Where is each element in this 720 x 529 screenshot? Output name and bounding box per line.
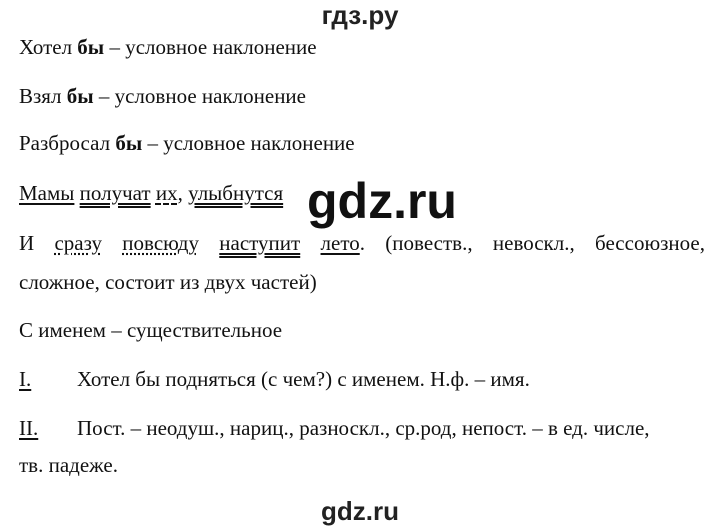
predicate-word: получат <box>79 181 151 205</box>
text-line-1 <box>19 34 317 60</box>
watermark-top: гдз.ру <box>321 0 399 30</box>
watermark-middle: gdz.ru <box>303 174 461 228</box>
particle-bold: бы <box>77 35 105 59</box>
comma: , <box>177 181 183 205</box>
verb-word: Взял <box>19 84 62 108</box>
text-line-9 <box>19 415 650 441</box>
list-number-2: II. <box>19 416 39 440</box>
line-rest: – условное наклонение <box>104 35 317 59</box>
adverb-word-2: повсюду <box>122 231 199 255</box>
subject-word: лето <box>320 231 360 255</box>
text-line-4 <box>19 180 283 206</box>
verb-word: Хотел <box>19 35 73 59</box>
subject-word: Мамы <box>19 181 75 205</box>
conjunction-word: И <box>19 231 35 255</box>
list-number-1: I. <box>19 367 32 391</box>
text-line-10: тв. падеже. <box>19 453 118 477</box>
particle-bold: бы <box>66 84 94 108</box>
text-line-3 <box>19 130 355 156</box>
predicate-word-2: улыбнутся <box>188 181 284 205</box>
line-rest: – условное наклонение <box>93 84 306 108</box>
text-line-7: С именем – существительное <box>19 318 283 342</box>
list-text-1: Хотел бы подняться (с чем?) с именем. Н.ф. – имя. <box>77 367 530 391</box>
watermark-bottom: gdz.ru <box>321 496 399 526</box>
text-line-6: сложное, состоит из двух частей) <box>19 270 317 294</box>
adverb-word-1: сразу <box>54 231 102 255</box>
line-rest: . (повеств., невоскл., бессоюзное, <box>359 231 705 255</box>
text-line-2 <box>19 83 306 109</box>
list-text-2: Пост. – неодуш., нариц., разноскл., ср.род, непост. – в ед. числе, <box>77 416 650 440</box>
line-rest: – условное наклонение <box>142 131 355 155</box>
text-line-5 <box>19 230 705 256</box>
particle-bold: бы <box>115 131 143 155</box>
text-line-8 <box>19 366 530 392</box>
predicate-word: наступит <box>219 231 301 255</box>
object-word: их <box>155 181 178 205</box>
verb-word: Разбросал <box>19 131 111 155</box>
